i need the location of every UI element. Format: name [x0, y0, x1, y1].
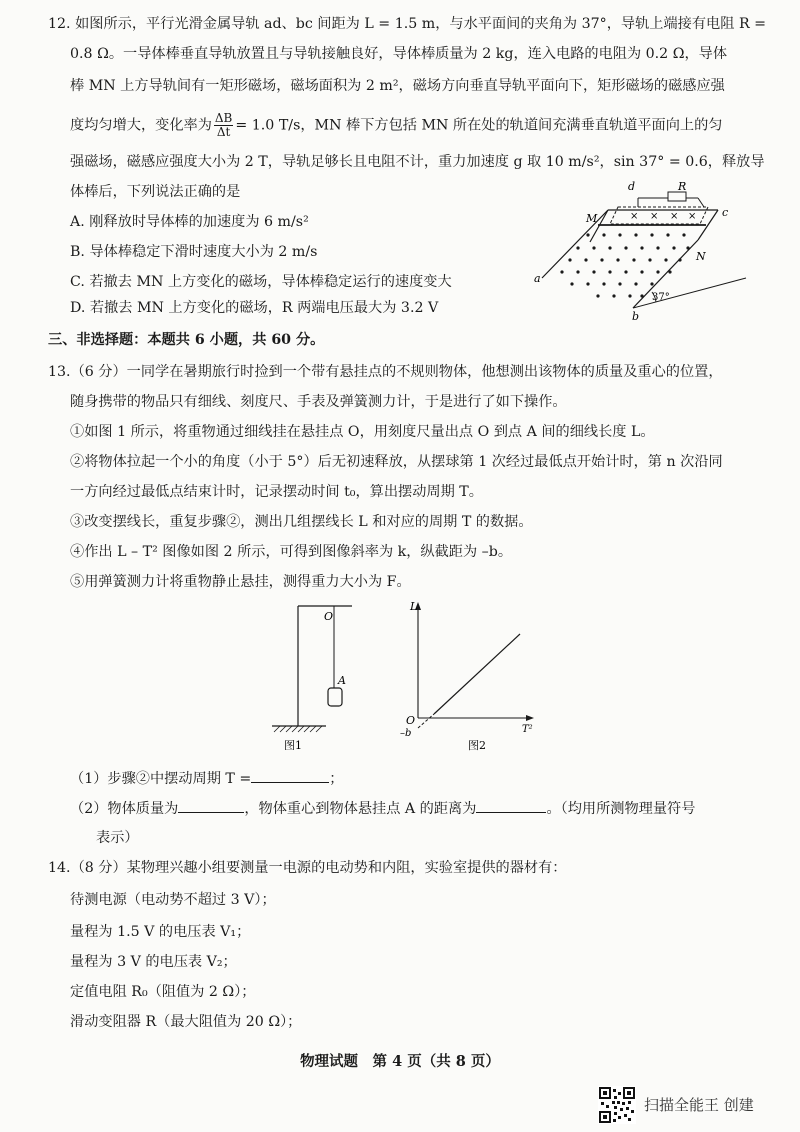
label-a: A [338, 674, 346, 687]
label-r: R [678, 180, 687, 193]
q12-line-3: 棒 MN 上方导轨间有一矩形磁场，磁场面积为 2 m²，磁场方向垂直导轨平面向下，矩形磁场的磁感应强 [70, 78, 725, 94]
data-line [434, 634, 520, 714]
scanner-brand-text: 扫描全能王 创建 [644, 1096, 754, 1114]
q13-sub-1 [70, 768, 343, 789]
q14-line-1: 14.（8 分）某物理兴趣小组要测量一电源的电动势和内阻，实验室提供的器材有： [48, 860, 567, 876]
axis-label-l: L [410, 600, 418, 613]
q13-step-2: ②将物体拉起一个小的角度（小于 5°）后无初速释放，从摆球第 1 次经过最低点开始计时，第 n 次沿同 [70, 454, 723, 470]
label-c: c [722, 206, 729, 219]
answer-blank-period[interactable] [251, 768, 329, 783]
cross-mark: × [670, 211, 679, 222]
resistor-r [668, 192, 686, 201]
extrapolation [418, 714, 434, 728]
sub2-mid: ，物体重心到物体悬挂点 A 的距离为 [244, 801, 477, 817]
q13-step-2-cont: 一方向经过最低点结束计时，记录摆动时间 t₀，算出摆动周期 T。 [70, 484, 483, 500]
q13-step-3: ③改变摆线长，重复步骤②，测出几组摆线长 L 和对应的周期 T 的数据。 [70, 514, 533, 530]
scanner-watermark [598, 1084, 798, 1126]
cross-mark: × [650, 211, 659, 222]
q12-figure [528, 180, 758, 320]
answer-blank-distance[interactable] [476, 798, 546, 813]
axis-label-t2: T² [522, 724, 533, 735]
q14-item-1: 待测电源（电动势不超过 3 V）； [70, 892, 276, 908]
section-heading: 三、非选择题：本题共 6 小题，共 60 分。 [48, 332, 325, 348]
fig1-caption: 图1 [284, 739, 302, 750]
q12-line-5: 强磁场，磁感应强度大小为 2 T，导轨足够长且电阻不计，重力加速度 g 取 10 m/s²，sin 37° = 0.6，释放导 [70, 154, 765, 170]
q14-item-2: 量程为 1.5 V 的电压表 V₁； [70, 924, 251, 940]
q12-option-d: D. 若撤去 MN 上方变化的磁场，R 两端电压最大为 3.2 V [70, 300, 439, 316]
q13-step-4: ④作出 L – T² 图像如图 2 所示，可得到图像斜率为 k，纵截距为 –b。 [70, 544, 513, 560]
label-n: N [696, 250, 706, 263]
q14-item-4: 定值电阻 R₀（阻值为 2 Ω）； [70, 984, 256, 1000]
q12-option-c: C. 若撤去 MN 上方变化的磁场，导体棒稳定运行的速度变大 [70, 274, 452, 290]
sub2-end: 。（均用所测物理量符号 [546, 801, 696, 817]
label-o: O [324, 610, 334, 623]
label-angle: 37° [652, 292, 670, 303]
q12-line-4-post: = 1.0 T/s，MN 棒下方包括 MN 所在处的轨道间充满垂直轨道平面向上的匀 [235, 117, 723, 134]
rail-ad [542, 210, 608, 278]
q12-option-b: B. 导体棒稳定下滑时速度大小为 2 m/s [70, 244, 318, 260]
cross-mark: × [688, 211, 697, 222]
label-b: b [632, 310, 640, 320]
origin-label: O [406, 714, 416, 727]
q13-sub-2 [70, 798, 695, 819]
q13-line-1: 13.（6 分）一同学在暑期旅行时捡到一个带有悬挂点的不规则物体，他想测出该物体的质量及重心的位置， [48, 364, 723, 380]
q13-sub-2-cont: 表示） [96, 830, 139, 846]
q13-step-5: ⑤用弹簧测力计将重物静止悬挂，测得重力大小为 F。 [70, 574, 411, 590]
q13-line-2: 随身携带的物品只有细线、刻度尺、手表及弹簧测力计，于是进行了如下操作。 [70, 394, 567, 410]
q14-item-5: 滑动变阻器 R（最大阻值为 20 Ω）； [70, 1014, 302, 1030]
fraction-denominator: Δt [216, 125, 231, 139]
q12-line-4-pre: 度均匀增大，变化率为 [70, 117, 212, 134]
page-footer: 物理试题 第 4 页（共 8 页） [300, 1053, 500, 1070]
dot-field [560, 233, 689, 297]
sub1-end: ； [329, 771, 344, 787]
label-m: M [586, 212, 598, 225]
hanging-object [328, 688, 342, 706]
cross-mark: × [630, 211, 639, 222]
ground-line [633, 278, 746, 308]
pendulum-figure-1 [268, 600, 378, 750]
intercept-label: –b [400, 728, 412, 739]
label-d: d [628, 180, 636, 193]
q13-step-1: ①如图 1 所示，将重物通过细线挂在悬挂点 O，用刻度尺量出点 O 到点 A 间的细线长度 L。 [70, 424, 655, 440]
answer-blank-mass[interactable] [178, 798, 244, 813]
q12-option-a: A. 刚释放时导体棒的加速度为 6 m/s² [70, 214, 309, 230]
qr-code-icon [598, 1086, 636, 1124]
fraction-numerator: ΔB [214, 111, 233, 125]
rate-fraction [214, 112, 233, 139]
label-a: a [534, 272, 541, 285]
fig2-caption: 图2 [468, 739, 486, 752]
sub2-prompt: （2）物体质量为 [70, 801, 179, 817]
q12-line-2: 0.8 Ω。一导体棒垂直导轨放置且与导轨接触良好，导体棒质量为 2 kg，连入电路的电阻为 0.2 Ω，导体 [70, 46, 728, 62]
l-t2-graph [398, 598, 548, 753]
q14-item-3: 量程为 3 V 的电压表 V₂； [70, 954, 237, 970]
sub1-prompt: （1）步骤②中摆动周期 T = [70, 771, 252, 787]
q12-line-6: 体棒后，下列说法正确的是 [70, 184, 241, 200]
q12-line-4 [70, 112, 722, 139]
q12-line-1: 12. 如图所示，平行光滑金属导轨 ad、bc 间距为 L = 1.5 m，与水平面间的夹角为 37°，导轨上端接有电阻 R = [48, 16, 767, 32]
